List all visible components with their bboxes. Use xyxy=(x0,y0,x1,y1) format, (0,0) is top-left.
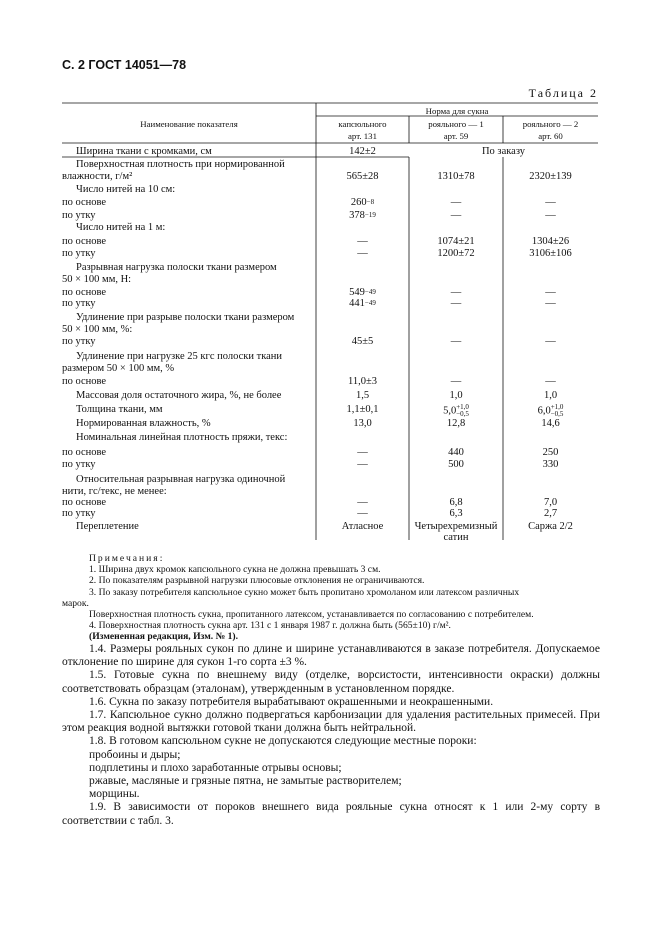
tolerance xyxy=(551,404,564,418)
tolerance-lower: −8 xyxy=(366,198,375,207)
row-label: по утку xyxy=(62,210,96,221)
cell-value: — xyxy=(357,459,368,470)
tolerance-lower: −0,5 xyxy=(456,410,469,418)
cell-value: — xyxy=(357,236,368,247)
cell-value: — xyxy=(450,210,462,221)
revision-note: (Измененная редакция, Изм. № 1). xyxy=(89,631,239,643)
cell-value: 2,7 xyxy=(543,508,558,519)
row-label: Разрывная нагрузка полоски ткани размером xyxy=(76,262,277,273)
cell-value: 11,0±3 xyxy=(348,376,377,387)
table-cell xyxy=(409,210,503,221)
table-cell xyxy=(409,508,503,519)
row-label: по основе xyxy=(62,236,107,247)
cell-value: 549 xyxy=(349,287,365,298)
cell-value: — xyxy=(545,210,556,221)
tolerance xyxy=(456,404,469,418)
table-cell xyxy=(409,447,503,458)
row-label: Переплетение xyxy=(76,521,139,532)
table-cell xyxy=(316,390,409,401)
table-cell xyxy=(409,418,503,429)
cell-value: 6,0 xyxy=(537,405,551,417)
column-header-art: арт. 131 xyxy=(348,131,377,141)
row-label: нити, гс/текс, не менее: xyxy=(62,486,167,497)
tolerance-upper: +1,0 xyxy=(456,403,469,411)
cell-value: — xyxy=(450,298,462,309)
note-item: 1. Ширина двух кромок капсюльного сукна не должна превышать 3 см. xyxy=(89,564,381,576)
table-cell xyxy=(503,298,598,309)
row-label: Нормированная влажность, % xyxy=(76,418,211,429)
tolerance-lower: −0,5 xyxy=(550,410,564,418)
table-cell xyxy=(409,376,503,387)
cell-value: 1,0 xyxy=(543,390,558,401)
table-cell xyxy=(503,497,598,508)
tolerance-upper: +1,0 xyxy=(550,403,564,411)
cell-value: 13,0 xyxy=(353,418,372,429)
note-item: 2. По показателям разрывной нагрузки плюсовые отклонения не ограничиваются. xyxy=(89,575,425,587)
cell-value: 1,5 xyxy=(355,390,370,401)
table-cell xyxy=(503,390,598,401)
column-header-sub: капсюльного xyxy=(338,119,387,129)
row-label: 50 × 100 мм, %: xyxy=(62,324,133,335)
table-label: Таблица 2 xyxy=(528,86,598,100)
cell-value: 378 xyxy=(349,210,365,221)
cell-value: Атласное xyxy=(341,521,384,532)
table-cell xyxy=(316,447,409,458)
cell-line: сатин xyxy=(443,532,469,543)
table-cell xyxy=(409,287,503,298)
row-label: по утку xyxy=(62,508,96,519)
cell-value: — xyxy=(450,287,462,298)
cell-value: — xyxy=(545,376,556,387)
table-cell xyxy=(409,497,503,508)
defect-item: пробоины и дыры; xyxy=(89,748,181,761)
table-cell xyxy=(316,197,409,208)
cell-value: 45±5 xyxy=(351,336,374,347)
cell-value: 6,8 xyxy=(449,497,463,508)
row-label: Относительная разрывная нагрузка одиночной xyxy=(76,474,286,485)
row-label: по основе xyxy=(62,287,107,298)
cell-value: — xyxy=(357,497,368,508)
table-cell xyxy=(316,236,409,247)
table-cell xyxy=(503,459,598,470)
cell-value: — xyxy=(545,336,556,347)
table-cell xyxy=(503,210,598,221)
cell-value: 250 xyxy=(542,447,559,458)
row-label: по основе xyxy=(62,197,107,208)
row-label: Удлинение при нагрузке 25 кгс полоски ткани xyxy=(76,351,283,362)
table-cell xyxy=(503,248,598,259)
table-cell xyxy=(316,521,409,532)
row-label: по основе xyxy=(62,447,107,458)
cell-value: 7,0 xyxy=(543,497,558,508)
table-cell xyxy=(316,171,409,182)
table-cell xyxy=(316,404,409,415)
cell-value: — xyxy=(545,298,556,309)
table-cell xyxy=(503,404,598,418)
cell-value: — xyxy=(545,287,556,298)
cell-value: 6,3 xyxy=(449,508,463,519)
cell-value: 3106±106 xyxy=(529,248,572,259)
table-cell xyxy=(316,497,409,508)
defect-item: ржавые, масляные и грязные пятна, не замытые растворителем; xyxy=(89,775,402,788)
table-cell xyxy=(316,376,409,387)
cell-value: 5,0 xyxy=(443,405,457,417)
column-header-sub: рояльного — 1 xyxy=(428,119,484,129)
table-cell: По заказу xyxy=(481,146,526,157)
table-cell xyxy=(503,521,598,532)
table-cell xyxy=(316,336,409,347)
notes-title: Примечания: xyxy=(89,553,165,564)
row-label: по утку xyxy=(62,248,96,259)
row-label: по основе xyxy=(62,376,107,387)
tolerance-lower: −49 xyxy=(364,288,376,297)
cell-value: 1304±26 xyxy=(531,236,570,247)
row-label: по утку xyxy=(62,336,96,347)
tolerance xyxy=(365,212,376,219)
clause-1-7: 1.7. Капсюльное сукно должно подвергаться карбонизации для удаления растительных примесей. При этом реакция водной вытяжки готовой ткани должна быть нейтральной. xyxy=(62,709,600,735)
cell-value: 2320±139 xyxy=(529,171,572,182)
table-cell xyxy=(409,197,503,208)
notes xyxy=(62,553,600,643)
body-text xyxy=(62,643,600,828)
row-label: Число нитей на 1 м: xyxy=(76,222,166,233)
row-label: Число нитей на 10 см: xyxy=(76,184,176,195)
note-item: марок. xyxy=(62,597,89,609)
cell-value: 565±28 xyxy=(346,171,379,182)
table-cell xyxy=(409,298,503,309)
clause-1-5: 1.5. Готовые сукна по внешнему виду (отделке, ворсистости, интенсивности окраски) должны соответствовать образцам (эталонам), утвержденным в установленном порядке. xyxy=(62,669,600,695)
table-cell xyxy=(316,248,409,259)
table-cell xyxy=(503,287,598,298)
row-label: влажности, г/м² xyxy=(62,171,133,182)
table-cell xyxy=(409,171,503,182)
row-label: Толщина ткани, мм xyxy=(76,404,163,415)
clause-1-6: 1.6. Сукна по заказу потребителя вырабатывают окрашенными и неокрашенными. xyxy=(89,695,494,708)
tolerance xyxy=(365,289,376,296)
row-label: Массовая доля остаточного жира, %, не более xyxy=(76,390,282,401)
table-cell xyxy=(409,390,503,401)
table-cell xyxy=(409,459,503,470)
clause-1-8: 1.8. В готовом капсюльном сукне не допускаются следующие местные пороки: xyxy=(89,735,477,748)
cell-value: 440 xyxy=(448,447,464,458)
column-header-sub: рояльного — 2 xyxy=(522,119,579,129)
table-cell xyxy=(503,336,598,347)
cell-value: Саржа 2/2 xyxy=(528,521,573,532)
cell-value: 441 xyxy=(349,298,365,309)
table-cell xyxy=(316,418,409,429)
cell-value: 1310±78 xyxy=(437,171,475,182)
cell-value: — xyxy=(545,197,556,208)
table-cell xyxy=(316,287,409,298)
page-header: С. 2 ГОСТ 14051—78 xyxy=(62,58,187,72)
cell-value: — xyxy=(450,197,462,208)
cell-value: 1074±21 xyxy=(437,236,475,247)
cell-value: 142±2 xyxy=(349,146,376,157)
row-label: Удлинение при разрыве полоски ткани размером xyxy=(76,312,295,323)
row-label: размером 50 × 100 мм, % xyxy=(62,363,175,374)
table-cell xyxy=(409,236,503,247)
row-label: по утку xyxy=(62,298,96,309)
table-cell xyxy=(503,418,598,429)
table-cell xyxy=(503,447,598,458)
table-cell xyxy=(316,298,409,309)
column-header-name: Наименование показателя xyxy=(140,119,238,129)
table-cell xyxy=(409,336,503,347)
cell-value: 1,1±0,1 xyxy=(346,404,379,415)
cell-value: — xyxy=(357,508,368,519)
cell-value: 1,0 xyxy=(449,390,463,401)
tolerance xyxy=(365,300,376,307)
row-label: 50 × 100 мм, Н: xyxy=(62,274,132,285)
table-cell xyxy=(409,248,503,259)
note-item: 3. По заказу потребителя капсюльное сукно может быть пропитано хромоланом или латексом различных xyxy=(89,586,520,598)
table-cell xyxy=(503,197,598,208)
cell-value: — xyxy=(450,336,462,347)
row-label: Поверхностная плотность при нормированной xyxy=(76,159,285,170)
table-cell xyxy=(409,521,503,543)
cell-value: — xyxy=(357,248,368,259)
row-label: Ширина ткани с кромками, см xyxy=(76,146,212,157)
table-cell xyxy=(503,171,598,182)
cell-value: 14,6 xyxy=(541,418,560,429)
cell-value: 12,8 xyxy=(446,418,466,429)
clause-1-9: 1.9. В зависимости от пороков внешнего вида рояльные сукна относят к 1 или 2-му сорту в соответствии с табл. 3. xyxy=(62,801,600,827)
row-label: по утку xyxy=(62,459,96,470)
table-cell xyxy=(316,459,409,470)
table-cell xyxy=(503,376,598,387)
cell-value: 330 xyxy=(542,459,559,470)
row-label: по основе xyxy=(62,497,107,508)
cell-value: 260 xyxy=(350,197,367,208)
defect-item: подплетины и плохо заработанные отрывы основы; xyxy=(89,761,342,774)
cell-line: Четырехремизный xyxy=(414,521,498,532)
column-header-art: арт. 59 xyxy=(443,131,469,141)
table-cell xyxy=(316,210,409,221)
table-cell xyxy=(409,404,503,418)
note-item: Поверхностная плотность сукна, пропитанного латексом, устанавливается по согласованию с потребителем. xyxy=(89,609,534,621)
clause-1-4: 1.4. Размеры рояльных сукон по длине и ширине устанавливаются в заказе потребителя. Допускаемое отклонение по ширине для сукон 1-го сорта ±3 %. xyxy=(62,643,600,669)
table-cell xyxy=(503,236,598,247)
note-item: 4. Поверхностная плотность сукна арт. 131 с 1 января 1987 г. должна быть (565±10) г/м². xyxy=(89,620,451,632)
table-cell xyxy=(316,146,409,157)
cell-value: — xyxy=(357,447,368,458)
tolerance xyxy=(367,199,374,206)
cell-value: — xyxy=(450,376,462,387)
column-header-art: арт. 60 xyxy=(538,131,563,141)
defect-item: морщины. xyxy=(89,788,140,801)
cell-value: 500 xyxy=(448,459,464,470)
row-label: Номинальная линейная плотность пряжи, текс: xyxy=(76,432,288,443)
tolerance-lower: −49 xyxy=(364,299,376,308)
tolerance-lower: −19 xyxy=(364,211,376,220)
table-cell xyxy=(316,508,409,519)
column-header-norm: Норма для сукна xyxy=(425,106,489,116)
cell-value: 1200±72 xyxy=(437,248,475,259)
table-cell xyxy=(503,508,598,519)
